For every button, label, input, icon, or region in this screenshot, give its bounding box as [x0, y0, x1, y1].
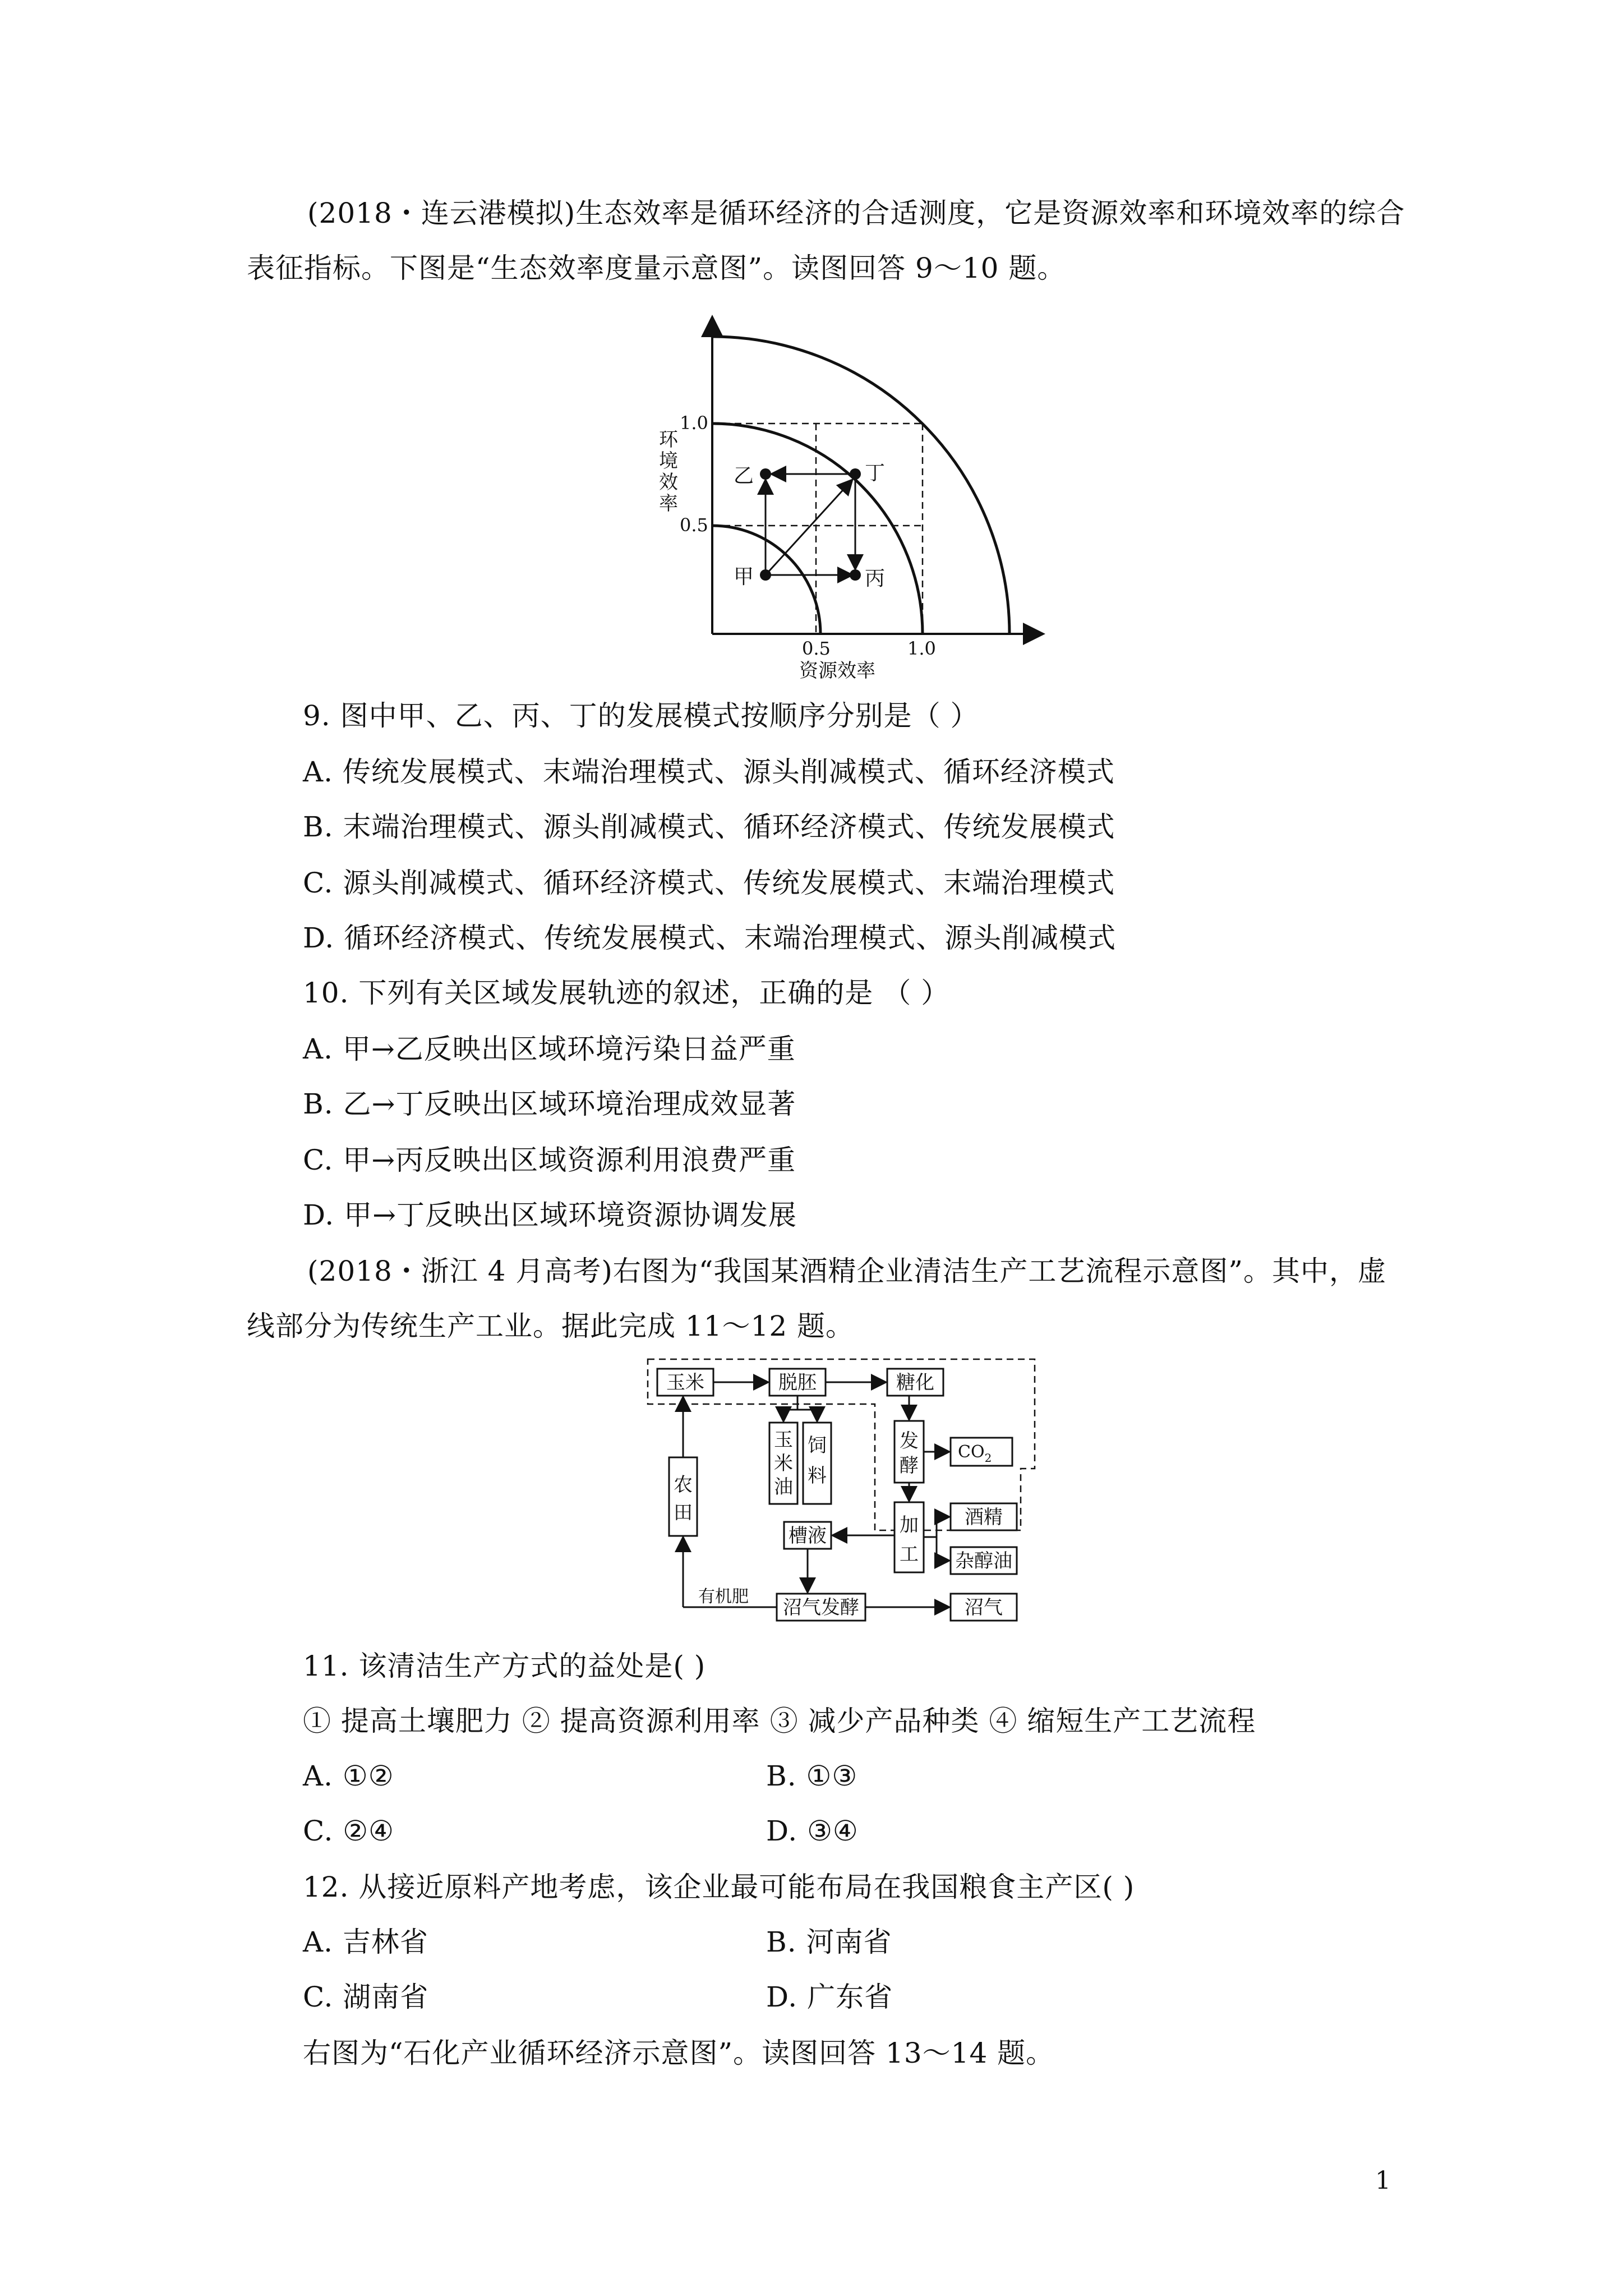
- label-manure: 有机肥: [698, 1587, 749, 1607]
- intro-paragraph-2-line-2: 线部分为传统生产工业。据此完成 11～12 题。: [247, 1310, 855, 1342]
- label-feed-2: 料: [808, 1465, 827, 1487]
- clean-production-flowchart: [645, 1356, 1049, 1637]
- q10-option-c: C. 甲→丙反映出区域资源利用浪费严重: [303, 1144, 796, 1176]
- q11-statements: ① 提高土壤肥力 ② 提高资源利用率 ③ 减少产品种类 ④ 缩短生产工艺流程: [303, 1705, 1256, 1737]
- label-ferment-1: 发: [900, 1430, 919, 1452]
- box-field: [669, 1457, 697, 1536]
- q11-option-b: B. ①③: [766, 1760, 858, 1792]
- point-yi: [760, 468, 771, 480]
- label-yi: 乙: [734, 464, 754, 487]
- label-ferment-2: 酵: [900, 1455, 919, 1477]
- co2-subscript: 2: [984, 1451, 992, 1465]
- y-label-char-4: 率: [659, 493, 678, 515]
- q12-option-c: C. 湖南省: [303, 1981, 429, 2013]
- point-jia: [760, 569, 771, 581]
- q10-option-b: B. 乙→丁反映出区域环境治理成效显著: [303, 1088, 796, 1120]
- q12-option-d: D. 广东省: [766, 1981, 893, 2013]
- trajectory-arrows: [766, 474, 855, 575]
- label-process-2: 工: [900, 1543, 919, 1566]
- y-label-char-2: 境: [659, 450, 678, 472]
- intro-paragraph-1-line-1: (2018・连云港模拟)生态效率是循环经济的合适测度，它是资源效率和环境效率的综合: [307, 197, 1405, 229]
- label-jia: 甲: [734, 565, 754, 588]
- label-alcohol: 酒精: [965, 1506, 1003, 1529]
- intro-paragraph-3: 右图为“石化产业循环经济示意图”。读图回答 13～14 题。: [303, 2037, 1055, 2069]
- x-tick-1: 1.0: [907, 638, 936, 659]
- label-bing: 丙: [865, 567, 886, 590]
- label-degerm: 脱胚: [778, 1372, 817, 1394]
- q9-option-b: B. 末端治理模式、源头削减模式、循环经济模式、传统发展模式: [303, 811, 1115, 843]
- y-tick-1: 1.0: [680, 412, 708, 434]
- intro-paragraph-2-line-1: (2018・浙江 4 月高考)右图为“我国某酒精企业清洁生产工艺流程示意图”。其中，虚: [307, 1255, 1386, 1287]
- q12-option-a: A. 吉林省: [303, 1926, 428, 1958]
- co2-main: CO: [958, 1442, 985, 1462]
- label-process-1: 加: [900, 1514, 919, 1536]
- q9-option-c: C. 源头削减模式、循环经济模式、传统发展模式、末端治理模式: [303, 867, 1115, 899]
- label-corn-oil-2: 米: [774, 1452, 793, 1475]
- x-tick-05: 0.5: [802, 638, 831, 659]
- q9-option-d: D. 循环经济模式、传统发展模式、末端治理模式、源头削减模式: [303, 922, 1117, 954]
- arc-middle: [712, 424, 923, 634]
- q11-option-a: A. ①②: [303, 1760, 394, 1792]
- label-saccharify: 糖化: [896, 1372, 934, 1394]
- label-stillage: 槽液: [789, 1525, 827, 1547]
- label-field-2: 田: [674, 1502, 693, 1524]
- q10-option-d: D. 甲→丁反映出区域环境资源协调发展: [303, 1199, 797, 1231]
- q12-stem: 12. 从接近原料产地考虑，该企业最可能布局在我国粮食主产区( ): [303, 1871, 1135, 1903]
- q10-option-a: A. 甲→乙反映出区域环境污染日益严重: [303, 1033, 796, 1065]
- label-corn: 玉米: [666, 1372, 704, 1394]
- point-bing: [850, 569, 861, 581]
- y-tick-05: 0.5: [680, 514, 708, 536]
- x-label: 资源效率: [799, 660, 875, 682]
- y-label-char-1: 环: [659, 429, 678, 451]
- label-biogas-ferment: 沼气发酵: [783, 1596, 859, 1619]
- label-field-1: 农: [674, 1474, 693, 1496]
- q10-stem: 10. 下列有关区域发展轨迹的叙述，正确的是 （ ）: [303, 977, 950, 1009]
- y-label-char-3: 效: [659, 471, 678, 494]
- label-corn-oil-1: 玉: [774, 1429, 793, 1451]
- q9-stem: 9. 图中甲、乙、丙、丁的发展模式按顺序分别是（ ）: [303, 700, 979, 732]
- q11-option-d: D. ③④: [766, 1815, 859, 1847]
- eco-efficiency-diagram: [645, 306, 1054, 687]
- page-number: 1: [1375, 2166, 1391, 2195]
- q12-option-b: B. 河南省: [766, 1926, 892, 1958]
- dashed-guides: [712, 424, 923, 634]
- label-corn-oil-3: 油: [774, 1476, 793, 1498]
- point-ding: [850, 468, 861, 480]
- label-ding: 丁: [865, 462, 886, 485]
- q11-option-c: C. ②④: [303, 1815, 394, 1847]
- label-biogas: 沼气: [965, 1596, 1003, 1619]
- q9-option-a: A. 传统发展模式、末端治理模式、源头削减模式、循环经济模式: [303, 756, 1115, 788]
- label-feed-1: 饲: [808, 1434, 827, 1457]
- intro-paragraph-1-line-2: 表征指标。下图是“生态效率度量示意图”。读图回答 9～10 题。: [247, 252, 1066, 284]
- label-fusel-oil: 杂醇油: [955, 1550, 1012, 1572]
- q11-stem: 11. 该清洁生产方式的益处是( ): [303, 1650, 706, 1682]
